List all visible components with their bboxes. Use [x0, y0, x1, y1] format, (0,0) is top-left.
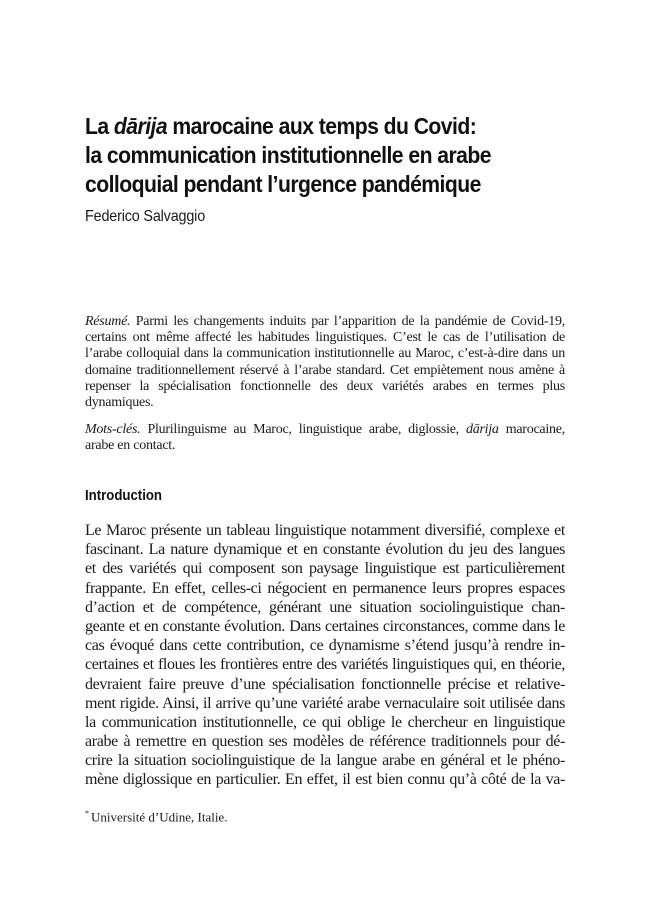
- body-line: crire la situation sociolinguistique de la langue arabe en général et le phéno-: [85, 752, 565, 770]
- body-line: mène diglossique en particulier. En effet, il est bien connu qu’à côté de la va-: [85, 771, 565, 789]
- body-line: certaines et floues les frontières entre des variétés linguistiques qui, en théorie,: [85, 656, 565, 674]
- title-line-1: [85, 112, 536, 141]
- abstract-block: [85, 314, 565, 455]
- abstract-text: Parmi les changements induits par l’apparition de la pandémie de Covid-19, certains ont même affecté les habitudes linguistiques. C’est le cas de l’utilisation de l’arabe colloquial dans la communication institutionnelle au Maroc, c’est-à-dire dans un domaine traditionnellement réservé à l’arabe standard. Cet empiètement nous amène à repenser la spécialisation fonctionnelle des deux variétés arabes en termes plus dynamiques.: [85, 314, 565, 411]
- abstract-label: Résumé.: [85, 314, 131, 329]
- keywords-paragraph: [85, 422, 565, 454]
- body-line: cas évoqué dans cette contribution, ce dynamisme s’étend jusqu’à rendre in-: [85, 637, 565, 655]
- title-line-3: colloquial pendant l’urgence pandémique: [85, 171, 481, 197]
- body-paragraph: [85, 521, 565, 790]
- footnote-marker: *: [85, 809, 89, 818]
- title-line-1-end: marocaine aux temps du Covid:: [167, 113, 477, 139]
- title-line-2: la communication institutionnelle en arabe: [85, 142, 491, 168]
- body-line: fascinant. La nature dynamique et en constante évolution du jeu des langues: [85, 541, 565, 559]
- body-line: Le Maroc présente un tableau linguistique notamment diversifié, complexe et: [85, 522, 565, 539]
- body-line: arabe à remettre en question ses modèles de référence traditionnels pour dé-: [85, 733, 565, 751]
- author-name: Federico Salvaggio: [85, 208, 206, 225]
- body-line: la communication institutionnelle, ce qui oblige le chercheur en linguistique: [85, 713, 565, 731]
- body-line: ment rigide. Ainsi, il arrive qu’une variété arabe vernaculaire soit utilisée dans: [85, 694, 565, 712]
- keywords-text-end: marocaine, arabe en contact.: [85, 422, 565, 454]
- body-line: devraient faire preuve d’une spécialisation fonctionnelle précise et relative-: [85, 675, 565, 693]
- footnote: [85, 809, 227, 825]
- keywords-label: Mots-clés.: [85, 422, 141, 438]
- abstract-paragraph: [85, 314, 565, 411]
- title-line-1-start: La: [85, 113, 114, 139]
- title-italic-term: dārija: [113, 113, 168, 139]
- body-line: et des variétés qui composent son paysage linguistique est particulièrement: [85, 560, 565, 578]
- keywords-text-start: Plurilinguisme au Maroc, linguistique arabe, diglossie,: [140, 422, 466, 438]
- section-heading: Introduction: [85, 487, 162, 504]
- body-line: frappante. En effet, celles-ci négocient en permanence leurs propres espaces: [85, 579, 565, 597]
- footnote-text: Université d’Udine, Italie.: [91, 809, 228, 825]
- body-line: d’action et de compétence, générant une situation sociolinguistique chan-: [85, 598, 565, 616]
- body-line: geante et en constante évolution. Dans certaines circonstances, comme dans le: [85, 617, 565, 635]
- keywords-italic-term: dārija: [465, 422, 499, 438]
- article-title: [85, 112, 536, 199]
